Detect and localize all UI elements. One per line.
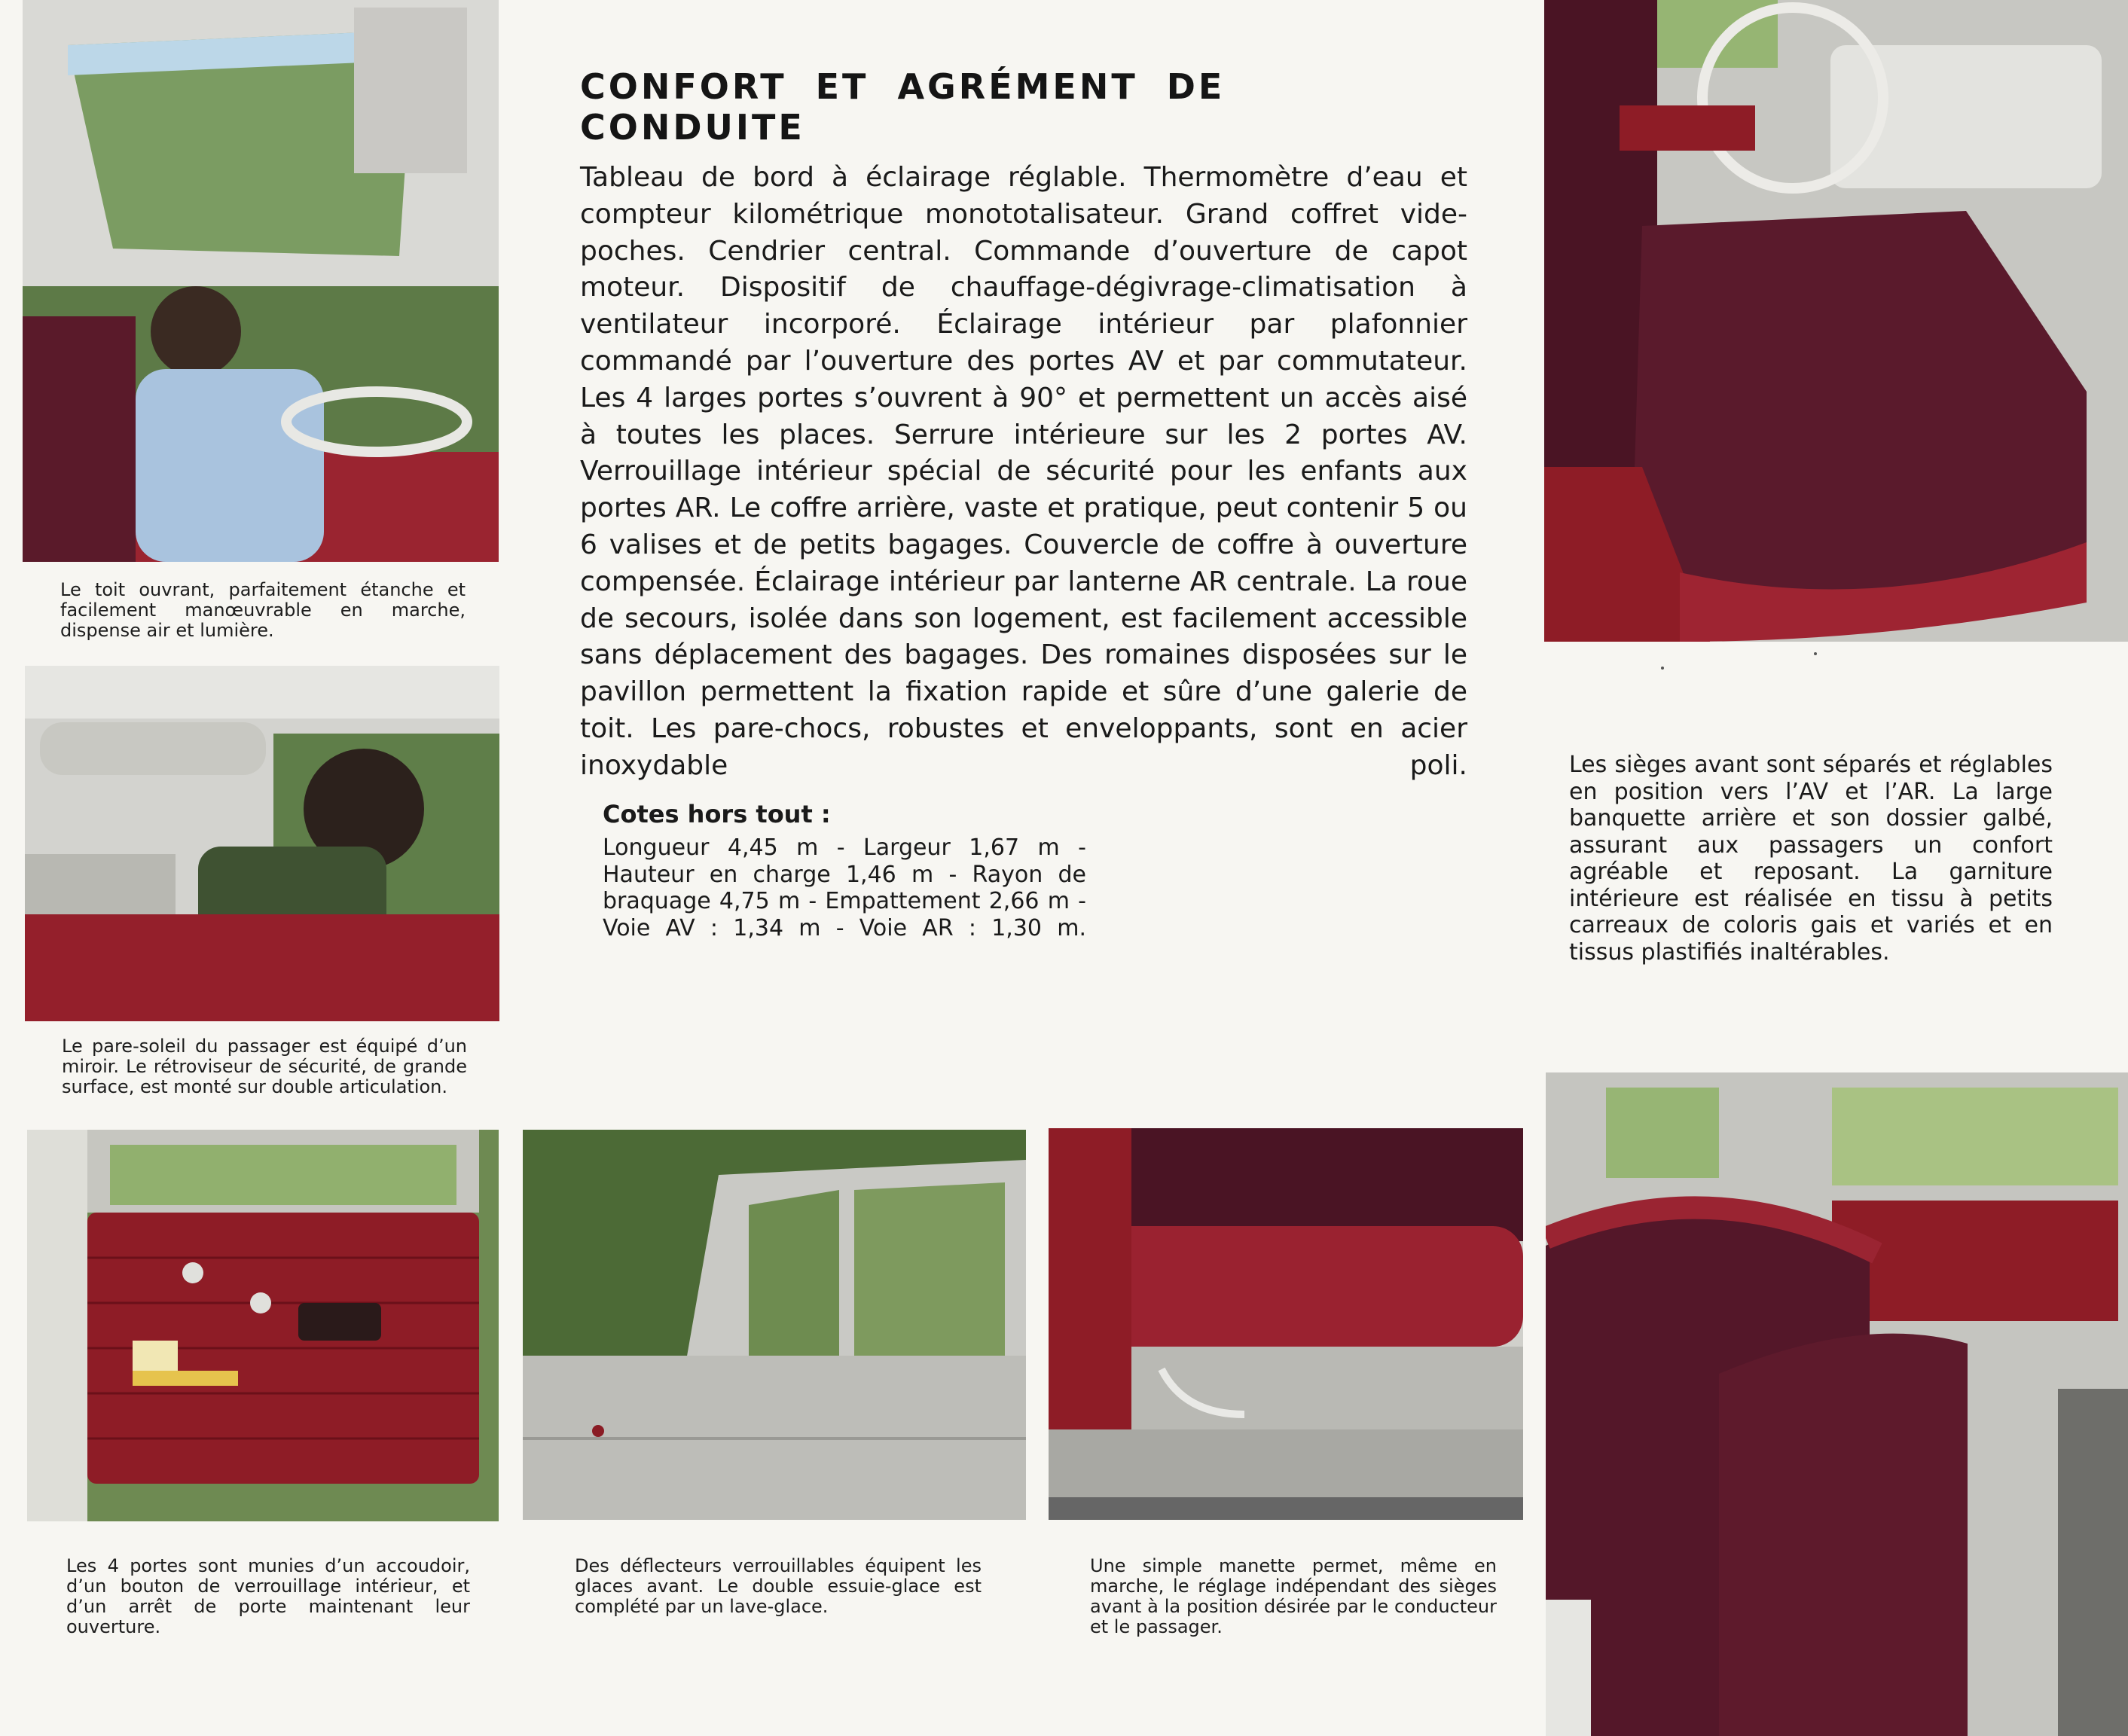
photo-seat-lever — [1049, 1128, 1523, 1520]
photo-door-panel — [27, 1130, 499, 1521]
decorative-dot — [1814, 652, 1817, 655]
caption-deflectors: Des déflecteurs verrouillables équipent les glaces avant. Le double essuie-glace est complété par un lave-glace. — [575, 1555, 982, 1617]
page-title: CONFORT ET AGRÉMENT DE CONDUITE — [580, 66, 1226, 148]
dimensions-text: Longueur 4,45 m - Largeur 1,67 m - Hauteur en charge 1,46 m - Rayon de braquage 4,75 m - Empattement 2,66 m - Voie AV : 1,34 m - Voie AR : 1,30 m. — [603, 834, 1086, 941]
photo-front-seats — [1544, 0, 2128, 642]
photo-sunvisor — [25, 666, 499, 1021]
caption-seat-lever: Une simple manette permet, même en marche, le réglage indépendant des sièges avant à la position désirée par le conducteur et le passager. — [1090, 1555, 1497, 1637]
photo-deflector — [523, 1130, 1026, 1520]
photo-rear-bench — [1546, 1072, 2128, 1736]
photo-sunroof-driver — [23, 0, 499, 562]
body-text: Tableau de bord à éclairage réglable. Thermomètre d’eau et compteur kilométrique monototalisateur. Grand coffret vide-poches. Cendrier central. Commande d’ouverture de capot moteur. Dispositif de chauffage-dégivrage-climatisation à ventilateur incorporé. Éclairage intérieur par plafonnier commandé par l’ouverture des portes AV et par commutateur. Les 4 larges portes s’ouvrent à 90° et permettent un accès aisé à toutes les places. Serrure intérieure sur les 2 portes AV. Verrouillage intérieur spécial de sécurité pour les enfants aux portes AR. Le coffre arrière, vaste et pratique, peut contenir 5 ou 6 valises et de petits bagages. Couvercle de coffre à ouverture compensée. Éclairage intérieur par lanterne AR centrale. La roue de secours, isolée dans son logement, est facilement accessible sans déplacement des bagages. Des romaines disposées sur le pavillon permettent la fixation rapide et sûre d’une galerie de toit. Les pare-chocs, robustes et enveloppants, sont en acier inoxydable poli. — [580, 162, 1467, 781]
decorative-dot — [1661, 667, 1664, 670]
caption-sunvisor: Le pare-soleil du passager est équipé d’un miroir. Le rétroviseur de sécurité, de grande surface, est monté sur double articulation. — [62, 1036, 467, 1097]
dimensions-title: Cotes hors tout : — [603, 800, 831, 828]
caption-doors: Les 4 portes sont munies d’un accoudoir, d’un bouton de verrouillage intérieur, et d’un arrêt de porte maintenant leur ouverture. — [66, 1555, 470, 1637]
caption-sunroof: Le toit ouvrant, parfaitement étanche et facilement manœuvrable en marche, dispense air et lumière. — [60, 579, 466, 641]
caption-seats: Les sièges avant sont séparés et réglables en position vers l’AV et l’AR. La large banquette arrière et son dossier galbé, assurant aux passagers un confort agréable et reposant. La garniture intérieure est réalisée en tissu à petits carreaux de coloris gais et variés et en tissus plastifiés inaltérables. — [1569, 752, 2053, 966]
